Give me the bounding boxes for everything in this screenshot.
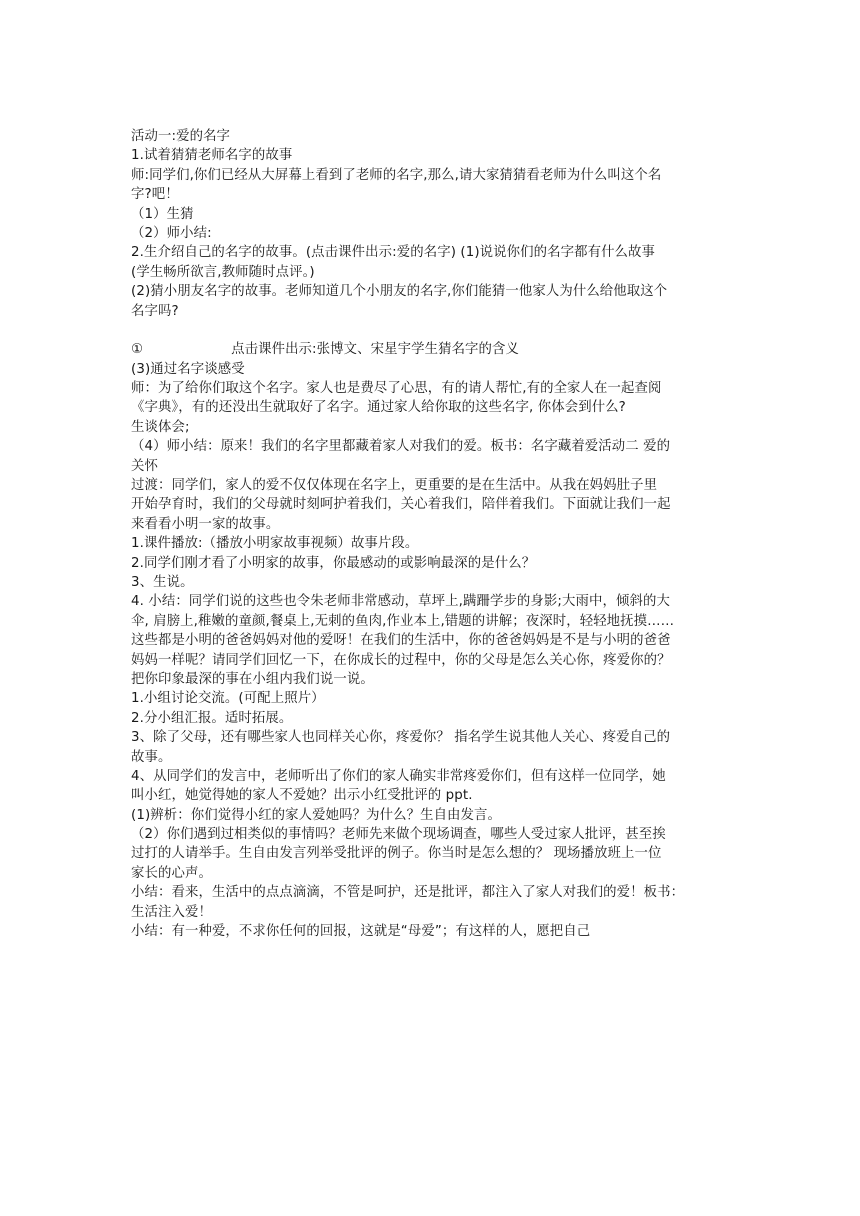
text-line: 3、除了父母，还有哪些家人也同样关心你，疼爱你？ 指名学生说其他人关心、疼爱自己的 (131, 730, 671, 746)
text-line: 来看看小明一家的故事。 (131, 516, 280, 532)
text-line: 家长的心声。 (131, 865, 212, 881)
text-line: (2)猜小朋友名字的故事。老师知道几个小朋友的名字,你们能猜一他家人为什么给他取这个 (131, 284, 668, 300)
text-line: (3)通过名字谈感受 (131, 361, 245, 377)
text-line: 2.分小组汇报。适时拓展。 (131, 710, 293, 726)
text-line: 过打的人请举手。生自由发言列举受批评的例子。你当时是怎么想的？ 现场播放班上一位 (131, 846, 662, 862)
line-text: 点击课件出示:张博文、宋星宇学生猜名字的含义 (231, 342, 520, 358)
text-line: 4. 小结：同学们说的这些也令朱老师非常感动，草坪上,蹒跚学步的身影;大雨中，倾斜的大 (131, 594, 670, 610)
text-line: 伞, 肩膀上,稚嫩的童颜,餐桌上,无刺的鱼肉,作业本上,错题的讲解；夜深时，轻轻地抚摸…… (131, 613, 675, 629)
text-line: 关怀 (131, 458, 158, 474)
text-line: (1)辨析：你们觉得小红的家人爱她吗？为什么？生自由发言。 (131, 807, 502, 823)
text-line: 4、从同学们的发言中，老师听出了你们的家人确实非常疼爱你们，但有这样一位同学，她 (131, 768, 666, 784)
text-line: 1.小组讨论交流。(可配上照片） (131, 691, 325, 707)
activity-heading: 活动一:爱的名字 (131, 129, 231, 144)
text-line: 故事。 (131, 749, 172, 765)
text-line: 小结：有一种爱，不求你任何的回报，这就是“母爱”；有这样的人，愿把自己 (131, 924, 591, 940)
text-line: (学生畅所欲言,教师随时点评。) (131, 264, 315, 280)
blank-line (131, 321, 737, 340)
text-line: 叫小红，她觉得她的家人不爱她？出示小红受批评的 ppt. (131, 788, 473, 804)
text-line: 3、生说。 (131, 574, 194, 590)
text-line: 2.同学们刚才看了小明家的故事，你最感动的或影响最深的是什么？ (131, 555, 536, 571)
text-line: 1.试着猜猜老师名字的故事 (131, 148, 293, 164)
text-line: 名字吗? (131, 303, 179, 319)
text-line: 生活注入爱！ (131, 904, 212, 920)
text-line: 生谈体会; (131, 419, 190, 435)
text-line: （2）你们遇到过相类似的事情吗？老师先来做个现场调查，哪些人受过家人批评，甚至挨 (131, 827, 666, 843)
text-line: 1.课件播放:（播放小明家故事视频）故事片段。 (131, 536, 419, 552)
text-line: （2）师小结: (131, 225, 212, 241)
numbered-line (131, 340, 737, 359)
text-line: 师：为了给你们取这个名字。家人也是费尽了心思，有的请人帮忙,有的全家人在一起查阅 (131, 381, 662, 397)
document-body (131, 127, 737, 941)
text-line: 这些都是小明的爸爸妈妈对他的爱呀！在我们的生活中，你的爸爸妈妈是不是与小明的爸爸 (131, 633, 671, 649)
text-line: 《字典》，有的还没出生就取好了名字。通过家人给你取的这些名字, 你体会到什么? (131, 400, 626, 416)
text-line: 小结：看来，生活中的点点滴滴，不管是呵护，还是批评，都注入了家人对我们的爱！板书： (131, 885, 685, 901)
text-line: 开始孕育时，我们的父母就时刻呵护着我们，关心着我们，陪伴着我们。下面就让我们一起 (131, 497, 671, 513)
circled-number: ① (131, 342, 144, 358)
text-line: 2.生介绍自己的名字的故事。(点击课件出示:爱的名字) (1)说说你们的名字都有什么故事 (131, 245, 656, 261)
text-line: 过渡：同学们，家人的爱不仅仅体现在名字上，更重要的是在生活中。从我在妈妈肚子里 (131, 478, 658, 494)
text-line: （1）生猜 (131, 206, 194, 222)
text-line: 妈妈一样呢？请同学们回忆一下，在你成长的过程中，你的父母是怎么关心你，疼爱你的？ (131, 652, 671, 668)
text-line: 师:同学们,你们已经从大屏幕上看到了老师的名字,那么,请大家猜猜看老师为什么叫这个名 (131, 167, 662, 183)
text-line: 字?吧！ (131, 187, 179, 203)
text-line: （4）师小结：原来！我们的名字里都藏着家人对我们的爱。板书：名字藏着爱活动二 爱的 (131, 439, 671, 455)
text-line: 把你印象最深的事在小组内我们说一说。 (131, 671, 374, 687)
